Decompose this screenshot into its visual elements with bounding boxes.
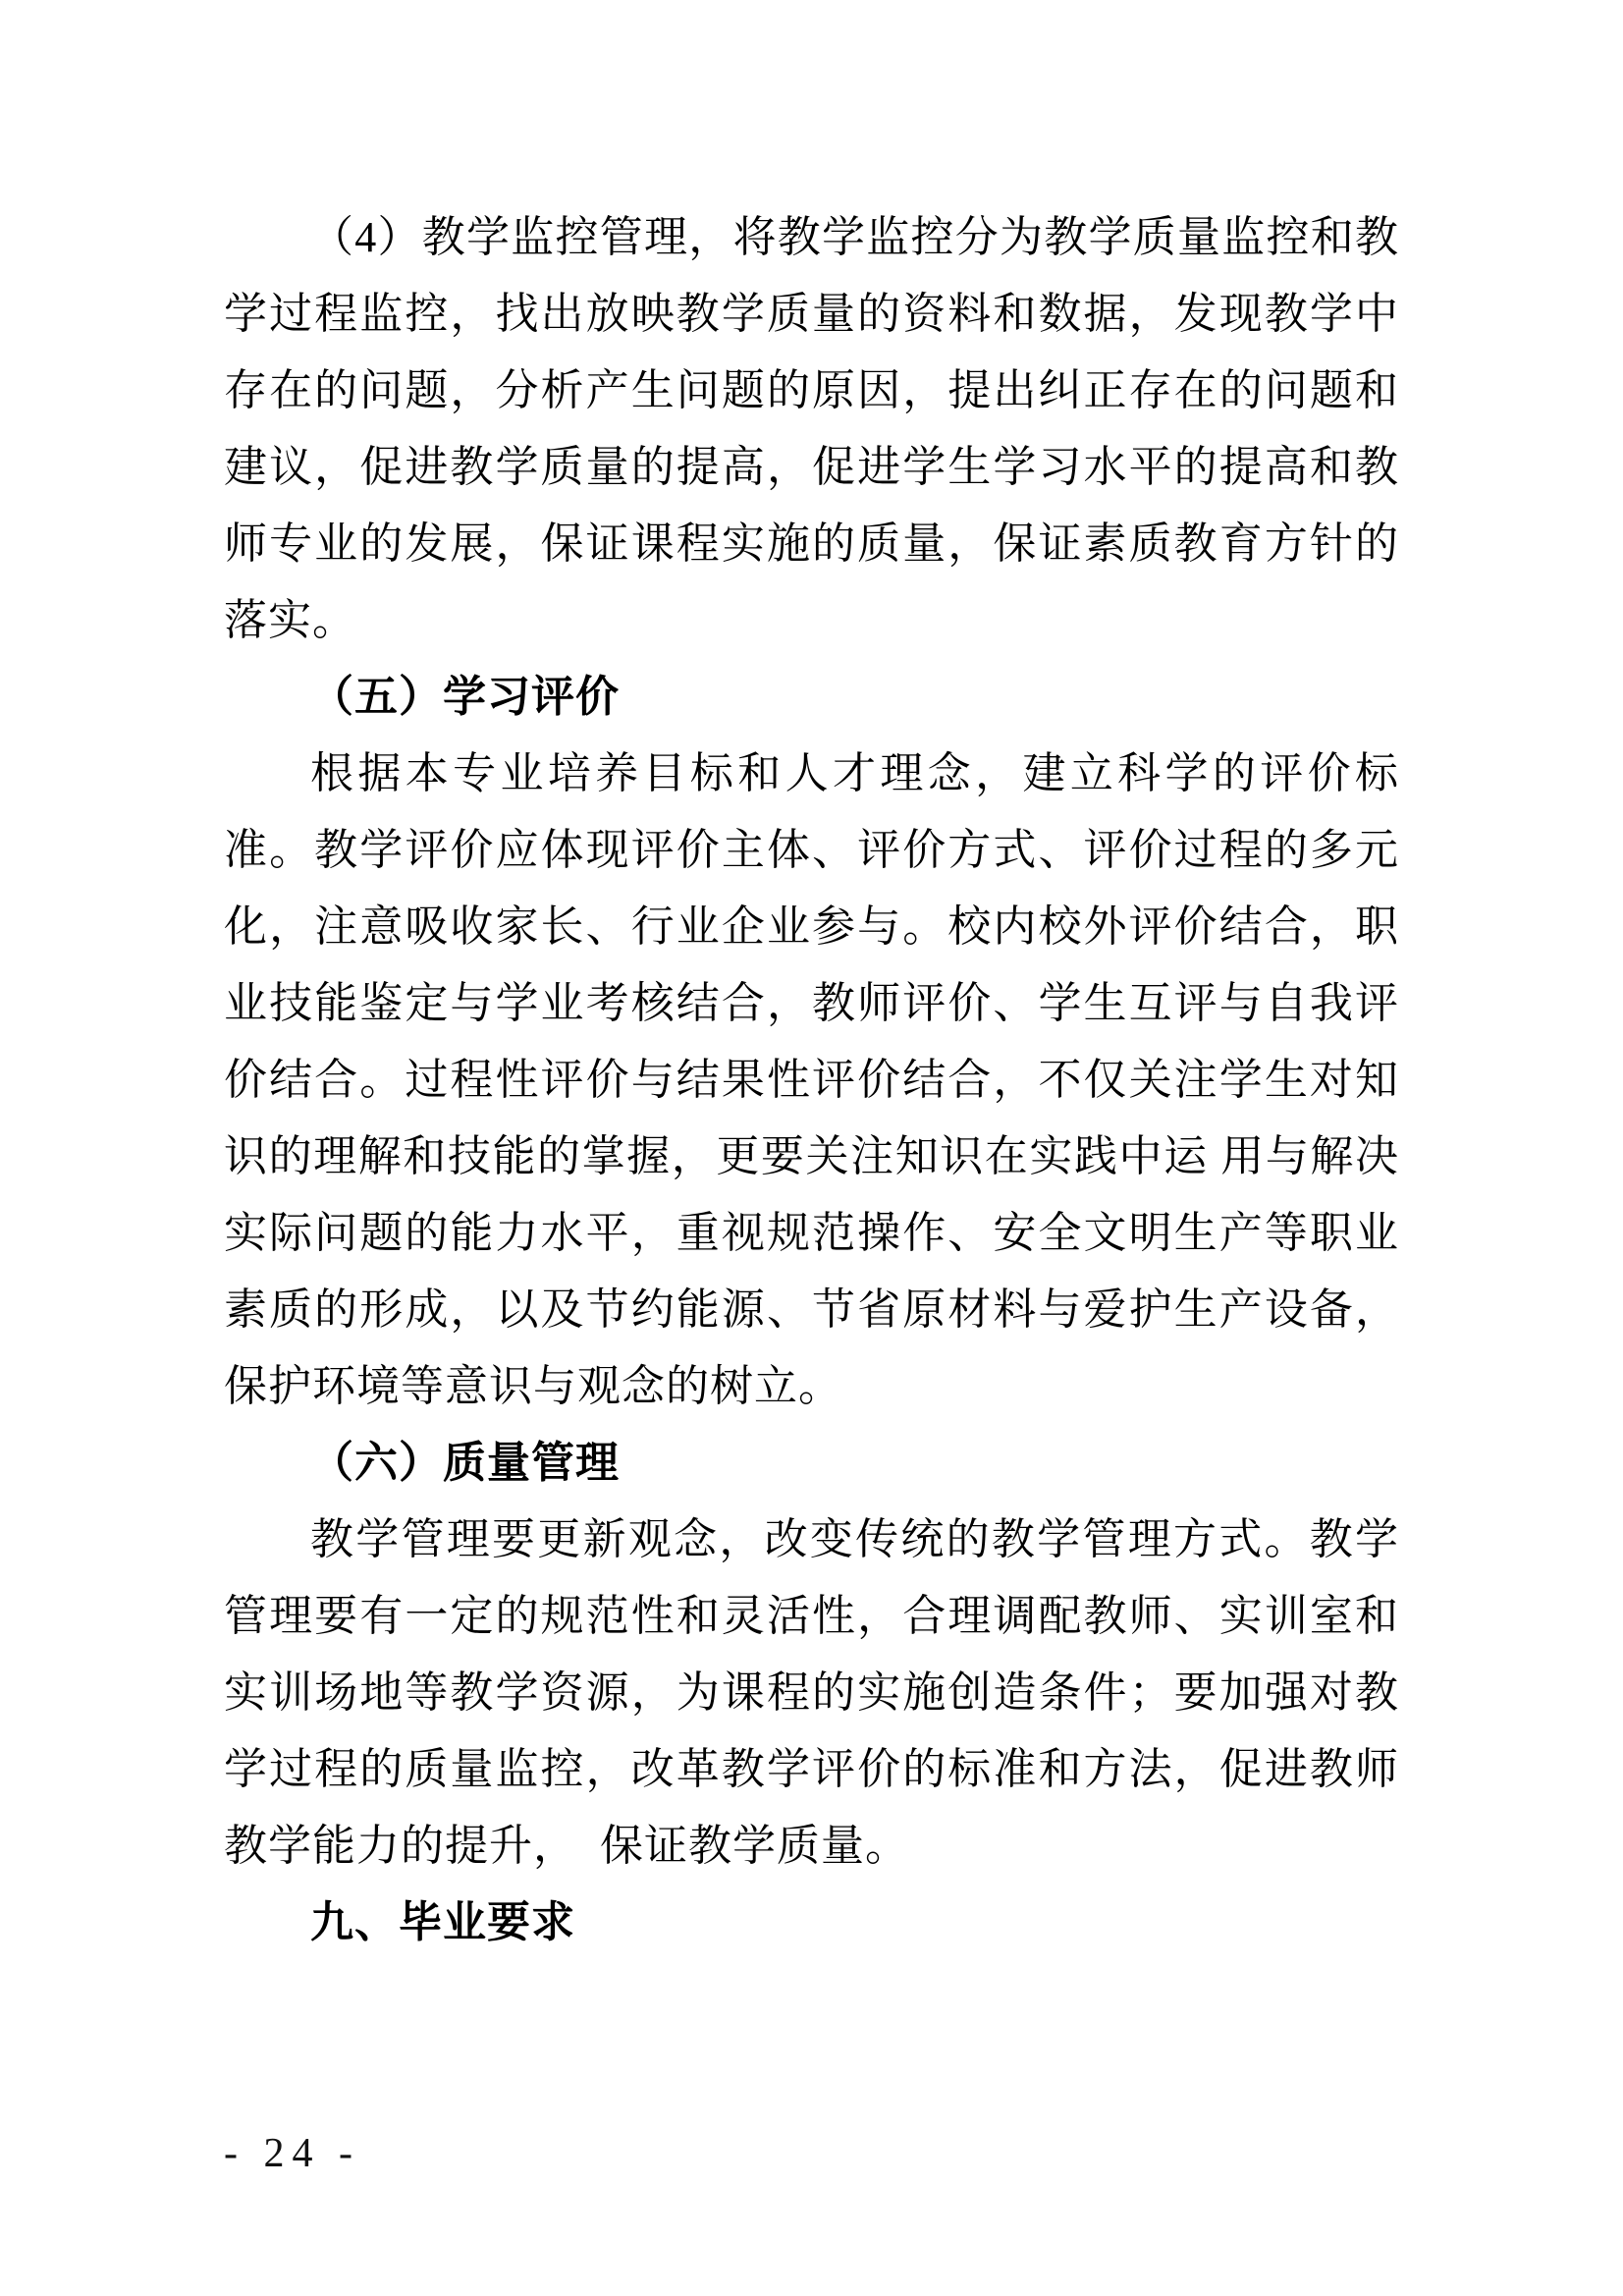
heading-section-nine-graduation-requirements: 九、毕业要求 — [310, 1898, 575, 1946]
page-number: - 24 - — [224, 2131, 360, 2176]
heading-section-six-quality-management: （六）质量管理 — [310, 1439, 620, 1487]
paragraph-quality-management: 教学管理要更新观念，改变传统的教学管理方式。教学管理要有一定的规范性和灵活性，合理调配教师、实训室和实训场地等教学资源，为课程的实施创造条件；要加强对教学过程的质量监控，改革教学评价的标准和方法，促进教师教学能力的提升， 保证教学质量。 — [224, 1515, 1399, 1870]
heading-section-five-learning-evaluation: （五）学习评价 — [310, 673, 620, 721]
paragraph-teaching-monitoring-management: （4）教学监控管理，将教学监控分为教学质量监控和教学过程监控，找出放映教学质量的资料和数据，发现教学中存在的问题，分析产生问题的原因，提出纠正存在的问题和建议，促进教学质量的提高，促进学生学习水平的提高和教师专业的发展，保证课程实施的质量，保证素质教育方针的落实。 — [224, 213, 1399, 644]
document-body — [224, 199, 1399, 1961]
paragraph-learning-evaluation: 根据本专业培养目标和人才理念，建立科学的评价标准。教学评价应体现评价主体、评价方式、评价过程的多元化，注意吸收家长、行业企业参与。校内校外评价结合，职业技能鉴定与学业考核结合，教师评价、学生互评与自我评价结合。过程性评价与结果性评价结合，不仅关注学生对知识的理解和技能的掌握，更要关注知识在实践中运 用与解决实际问题的能力水平，重视规范操作、安全文明生产等职业 素质的形成，以及节约能源、节省原材料与爱护生产设备，保护环境等意识与观念的树立。 — [224, 749, 1399, 1410]
